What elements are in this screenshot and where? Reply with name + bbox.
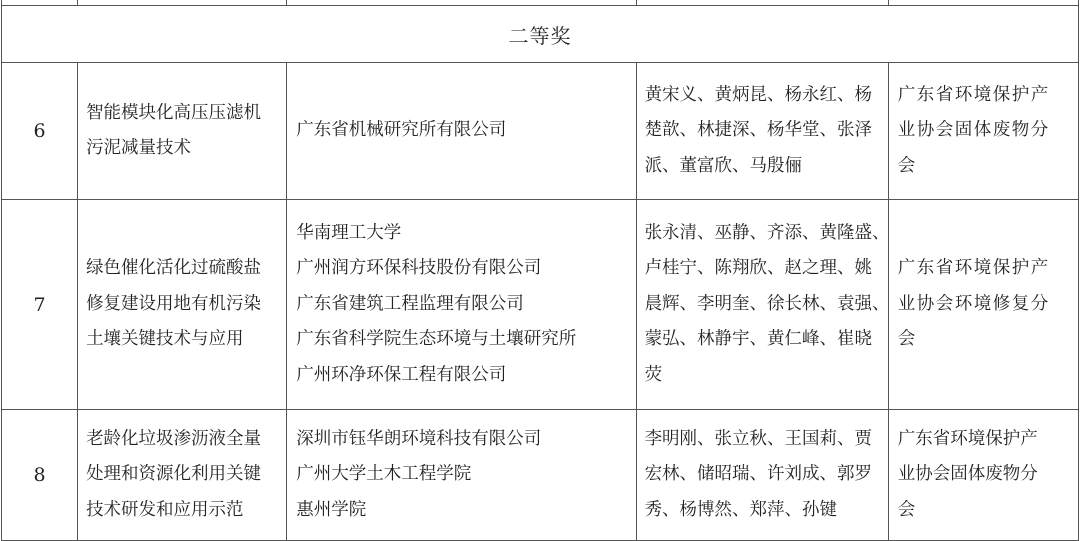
organizations: 广东省机械研究所有限公司 <box>287 63 636 200</box>
organizations: 深圳市钰华朗环境科技有限公司 广州大学土木工程学院 惠州学院 <box>287 410 636 541</box>
project-title: 智能模块化高压压滤机 污泥减量技术 <box>78 63 287 200</box>
awards-table <box>1 0 1079 541</box>
people: 张永清、巫静、齐添、黄隆盛、 卢桂宁、陈翔欣、赵之理、姚 晨辉、李明奎、徐长林、袁强、 蒙弘、林静宇、黄仁峰、崔晓 荧 <box>636 200 888 410</box>
project-title: 绿色催化活化过硫酸盐 修复建设用地有机污染 土壤关键技术与应用 <box>78 200 287 410</box>
award-number: 6 <box>2 63 78 200</box>
association: 广东省环境保护产 业协会环境修复分 会 <box>888 200 1078 410</box>
award-number: 7 <box>2 200 78 410</box>
section-title: 二等奖 <box>2 6 1079 63</box>
section-header-row <box>2 6 1079 63</box>
table-row <box>2 200 1079 410</box>
association: 广东省环境保护产 业协会固体废物分 会 <box>888 63 1078 200</box>
people: 黄宋义、黄炳昆、杨永红、杨 楚歆、林捷深、杨华堂、张泽 派、董富欣、马殷俪 <box>636 63 888 200</box>
association: 广东省环境保护产 业协会固体废物分 会 <box>888 410 1078 541</box>
people: 李明刚、张立秋、王国莉、贾 宏林、储昭瑞、许刘成、郭罗 秀、杨博然、郑萍、孙键 <box>636 410 888 541</box>
table-row <box>2 410 1079 541</box>
table-row <box>2 63 1079 200</box>
award-number: 8 <box>2 410 78 541</box>
project-title: 老龄化垃圾渗沥液全量 处理和资源化利用关键 技术研发和应用示范 <box>78 410 287 541</box>
organizations: 华南理工大学 广州润方环保科技股份有限公司 广东省建筑工程监理有限公司 广东省科学院生态环境与土壤研究所 广州环净环保工程有限公司 <box>287 200 636 410</box>
